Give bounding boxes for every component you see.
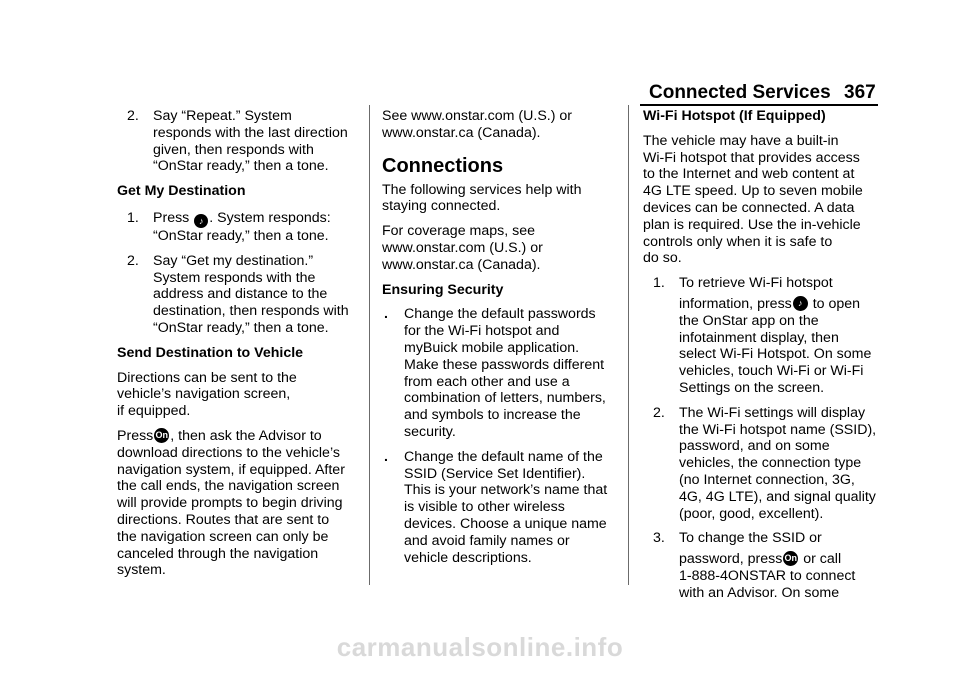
column-3 — [643, 108, 881, 602]
wifi-step-1 — [643, 275, 881, 397]
text-line: devices can be connected. A data — [643, 199, 855, 216]
text-line: Change the default passwords — [404, 306, 596, 323]
text-line: vehicle’s navigation screen, — [117, 386, 291, 403]
text-line: the call ends, the navigation screen — [117, 478, 340, 495]
text-line: (poor, good, excellent). — [679, 505, 824, 522]
text-line: “OnStar ready,” then a tone. — [153, 158, 329, 175]
bullet-mark: . — [384, 306, 388, 323]
text-line: directions. Routes that are sent to — [117, 511, 330, 528]
text-line: plan is required. Use the in-vehicle — [643, 216, 861, 233]
text-line — [117, 428, 361, 445]
text-line: vehicles, touch Wi-Fi or Wi-Fi — [679, 363, 864, 380]
page-header — [640, 80, 878, 108]
text-line: System responds with the — [153, 269, 316, 286]
step-number: 2. — [653, 404, 665, 421]
get-destination-step-2 — [117, 253, 361, 337]
step-number: 2. — [127, 252, 139, 269]
text-line: devices. Choose a unique name — [404, 515, 607, 532]
text: information, press — [679, 295, 792, 312]
text-line: security. — [404, 423, 456, 440]
wifi-hotspot-heading: Wi-Fi Hotspot (If Equipped) — [643, 108, 826, 124]
get-destination-heading: Get My Destination — [117, 183, 246, 200]
text-line: for the Wi-Fi hotspot and — [404, 323, 560, 340]
text-line: 4G LTE speed. Up to seven mobile — [643, 183, 863, 200]
text-line: controls only when it is safe to — [643, 233, 833, 250]
text-line: is visible to other wireless — [404, 499, 565, 516]
text-line: do so. — [643, 250, 682, 267]
text-line: Say “Repeat.” System — [153, 108, 292, 124]
text-line — [153, 210, 361, 228]
text-line: and avoid family names or — [404, 532, 570, 549]
text: . System responds: — [209, 209, 331, 226]
text-line: the Wi-Fi hotspot name (SSID), — [679, 421, 877, 438]
voice-command-icon: ♪ — [194, 214, 208, 228]
text-line: if equipped. — [117, 403, 191, 420]
text-line: www.onstar.ca (Canada). — [382, 256, 541, 273]
header-rule — [640, 104, 878, 106]
text-line: and symbols to increase the — [404, 407, 581, 424]
text-line: For coverage maps, see — [382, 223, 535, 240]
text-line: The vehicle may have a built-in — [643, 132, 839, 149]
text-line: Make these passwords different — [404, 356, 605, 373]
onstar-button-icon: On — [154, 428, 169, 443]
step-number: 2. — [127, 108, 139, 124]
text-line: combination of letters, numbers, — [404, 390, 606, 407]
get-destination-step-1 — [117, 210, 361, 245]
security-heading: Ensuring Security — [382, 281, 504, 298]
text: Press — [117, 427, 154, 444]
column-2 — [382, 108, 618, 566]
page-number: 367 — [844, 82, 876, 103]
text-line: (no Internet connection, 3G, — [679, 471, 855, 488]
text-line: Wi-Fi hotspot that provides access — [643, 149, 860, 166]
step-number: 1. — [653, 275, 665, 292]
text-line: Change the default name of the — [404, 448, 603, 465]
repeat-step — [117, 108, 361, 175]
text-line: Say “Get my destination.” — [153, 252, 314, 269]
text: or call — [803, 551, 842, 568]
text-line — [679, 296, 881, 313]
list-item — [382, 306, 618, 440]
text-line: the navigation screen can only be — [117, 528, 329, 545]
text-line: This is your network’s name that — [404, 482, 608, 499]
text-line: Directions can be sent to the — [117, 369, 297, 386]
text-line: infotainment display, then — [679, 329, 839, 346]
text-line: SSID (Service Set Identifier). — [404, 465, 586, 482]
column-divider-1 — [369, 105, 370, 585]
wifi-step-2 — [643, 405, 881, 523]
text-line: download directions to the vehicle’s — [117, 444, 340, 461]
voice-command-icon: ♪ — [793, 296, 808, 311]
text-line — [679, 551, 881, 568]
text-line: See www.onstar.com (U.S.) or — [382, 108, 573, 124]
text-line: given, then responds with — [153, 141, 314, 158]
text-line: password, and on some — [679, 438, 830, 455]
text-line: select Wi-Fi Hotspot. On some — [679, 346, 872, 363]
text-line: system. — [117, 562, 166, 579]
list-item — [382, 449, 618, 567]
text-line: myBuick mobile application. — [404, 339, 580, 356]
text-line: will provide prompts to begin driving — [117, 495, 343, 512]
text-line: destination, then responds with — [153, 303, 349, 320]
step-number: 1. — [127, 209, 139, 226]
wifi-step-3 — [643, 530, 881, 601]
send-destination-heading: Send Destination to Vehicle — [117, 344, 304, 361]
text-line: address and distance to the — [153, 286, 328, 303]
column-divider-2 — [628, 105, 629, 585]
text-line: vehicles, the connection type — [679, 455, 862, 472]
text-line: To retrieve Wi-Fi hotspot — [679, 275, 833, 292]
text-line: the OnStar app on the — [679, 312, 819, 329]
section-title: Connected Services — [649, 82, 831, 103]
text-line: to the Internet and web content at — [643, 166, 855, 183]
connections-heading: Connections — [382, 154, 504, 177]
text: password, press — [679, 551, 783, 568]
text-line: from each other and use a — [404, 373, 570, 390]
text-line: The following services help with — [382, 181, 582, 198]
column-1 — [117, 108, 361, 579]
watermark: carmanualsonline.info — [336, 632, 624, 662]
text-line: 4G, 4G LTE), and signal quality — [679, 488, 876, 505]
text-line: “OnStar ready,” then a tone. — [153, 319, 329, 336]
text-line: The Wi-Fi settings will display — [679, 404, 866, 421]
text-line: navigation system, if equipped. After — [117, 461, 345, 478]
text: , then ask the Advisor to — [170, 427, 322, 444]
step-number: 3. — [653, 530, 665, 547]
text-line: with an Advisor. On some — [679, 584, 840, 601]
text: Press — [153, 209, 190, 226]
text: to open — [812, 295, 861, 312]
onstar-button-icon: On — [783, 551, 798, 566]
text-line: www.onstar.ca (Canada). — [382, 124, 541, 141]
text-line: “OnStar ready,” then a tone. — [153, 227, 329, 244]
text-line: To change the SSID or — [679, 530, 822, 547]
text-line: Settings on the screen. — [679, 379, 825, 396]
text-line: www.onstar.com (U.S.) or — [382, 239, 543, 256]
bullet-mark: . — [384, 448, 388, 465]
text-line: 1-888-4ONSTAR to connect — [679, 567, 856, 584]
text-line: staying connected. — [382, 198, 501, 215]
text-line: responds with the last direction — [153, 124, 348, 141]
text-line: vehicle descriptions. — [404, 549, 532, 566]
text-line: canceled through the navigation — [117, 545, 319, 562]
